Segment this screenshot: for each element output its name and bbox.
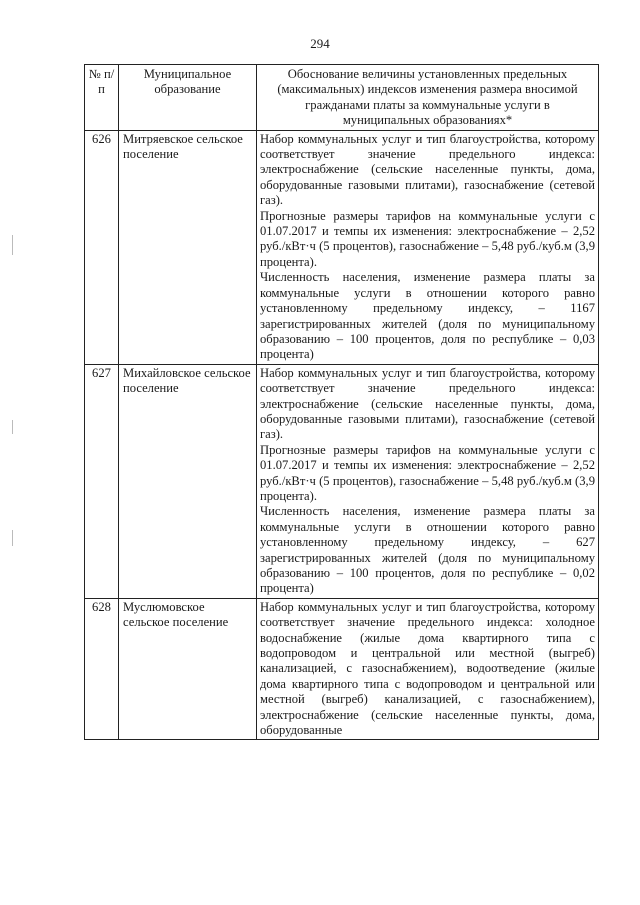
- paragraph-tariffs: Прогнозные размеры тарифов на коммунальные услуги с 01.07.2017 и темпы их изменения: электроснабжение – 2,52 руб./кВт·ч (5 процентов), газоснабжение – 5,48 руб./куб.м (3,9 процента).: [260, 208, 595, 269]
- row-municipality: Михайловское сельское поселение: [119, 364, 257, 598]
- header-justification: Обоснование величины установленных предельных (максимальных) индексов изменения размера вносимой гражданами платы за коммунальные услуги в муниципальных образованиях*: [257, 65, 599, 131]
- paragraph-tariffs: Прогнозные размеры тарифов на коммунальные услуги с 01.07.2017 и темпы их изменения: электроснабжение – 2,52 руб./кВт·ч (5 процентов), газоснабжение – 5,48 руб./куб.м (3,9 процента).: [260, 442, 595, 503]
- row-number: 626: [85, 130, 119, 364]
- row-number: 627: [85, 364, 119, 598]
- table-header-row: [85, 65, 599, 131]
- table-row: [85, 598, 599, 740]
- table-row: [85, 130, 599, 364]
- paragraph-services: Набор коммунальных услуг и тип благоустройства, которому соответствует значение предельного индекса: электроснабжение (сельские населенные пункты, дома, оборудованные газовыми плитами), газоснабжение (сетевой газ).: [260, 131, 595, 208]
- header-municipality: Муниципальное образование: [119, 65, 257, 131]
- row-municipality: Митряевское сельское поселение: [119, 130, 257, 364]
- paragraph-services: Набор коммунальных услуг и тип благоустройства, которому соответствует значение предельного индекса: электроснабжение (сельские населенные пункты, дома, оборудованные газовыми плитами), газоснабжение (сетевой газ).: [260, 365, 595, 442]
- header-number: № п/п: [85, 65, 119, 131]
- row-justification: [257, 130, 599, 364]
- paragraph-population: Численность населения, изменение размера платы за коммунальные услуги в отношении которого равно установленному предельному индексу, – 627 зарегистрированных жителей (доля по муниципальному образованию – 100 процентов, доля по республике – 0,02 процента): [260, 504, 595, 596]
- row-justification: [257, 364, 599, 598]
- row-number: 628: [85, 598, 119, 740]
- paragraph-population: Численность населения, изменение размера платы за коммунальные услуги в отношении которого равно установленному предельному индексу, – 1167 зарегистрированных жителей (доля по муниципальному образованию – 100 процентов, доля по республике – 0,03 процента): [260, 270, 595, 362]
- tariff-index-table: [84, 64, 599, 740]
- margin-mark: [12, 420, 13, 434]
- row-justification: [257, 598, 599, 740]
- table-row: [85, 364, 599, 598]
- paragraph-services: Набор коммунальных услуг и тип благоустройства, которому соответствует значение предельного индекса: холодное водоснабжение (жилые дома квартирного типа с водопроводом и центральной или местной (выгреб) канализацией, с газоснабжением), водоотведение (жилые дома квартирного типа с водопроводом и центральной или местной (выгреб) канализацией, с газоснабжением), электроснабжение (сельские населенные пункты, дома, оборудованные: [260, 599, 595, 738]
- margin-mark: [12, 235, 13, 255]
- page-number: 294: [310, 36, 330, 51]
- row-municipality: Муслюмовское сельское поселение: [119, 598, 257, 740]
- margin-mark: [12, 530, 13, 546]
